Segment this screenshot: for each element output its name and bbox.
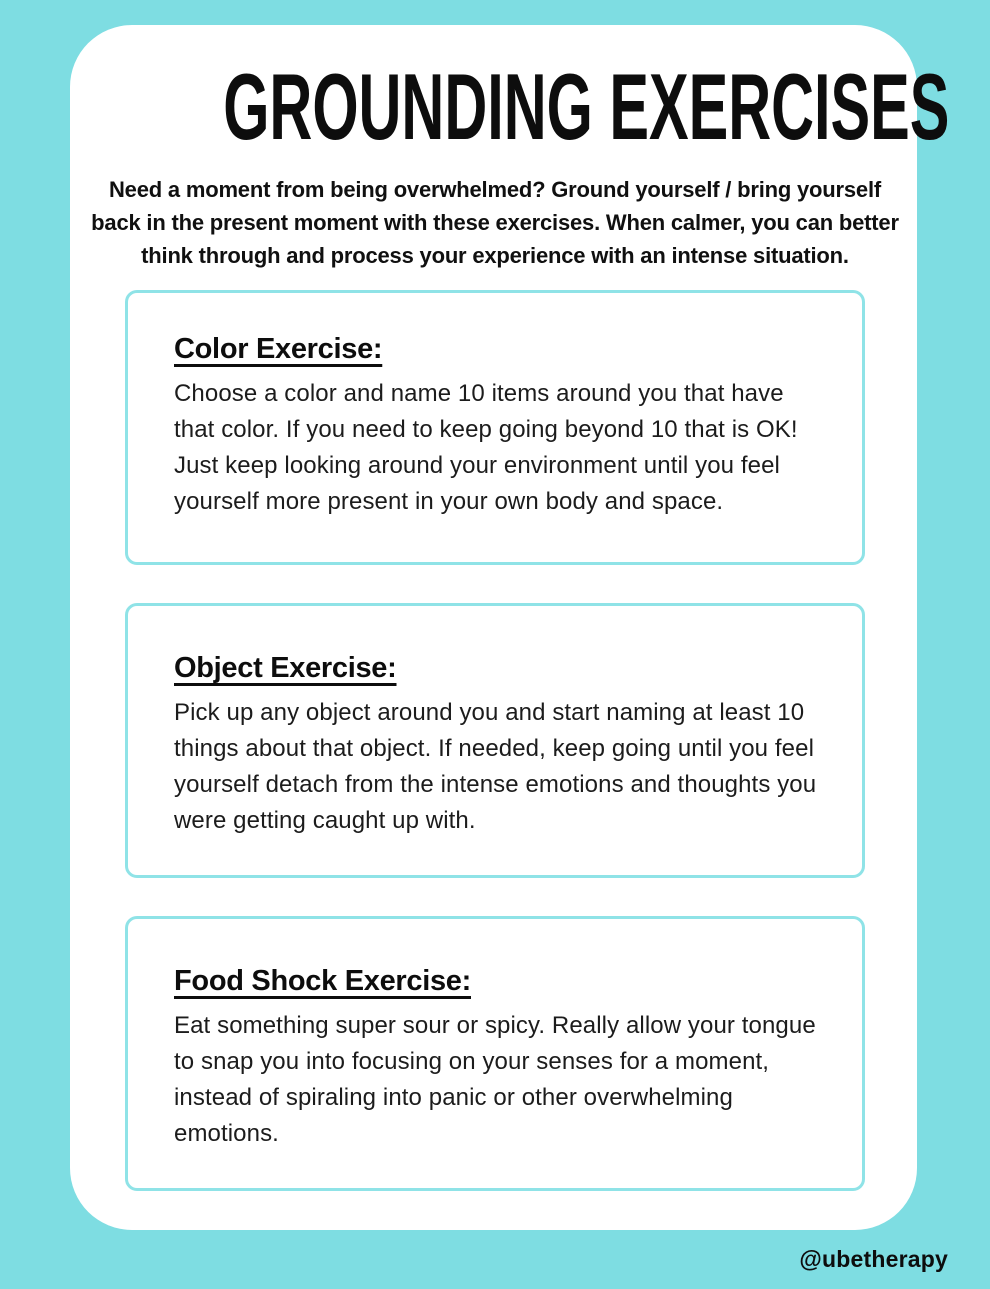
page-subtitle: Need a moment from being overwhelmed? Ground yourself / bring yourself back in the present moment with these exercises. When calmer, you can better think through and process your experience with an intense situation. — [91, 177, 899, 268]
exercise-box-list — [125, 290, 865, 1229]
exercise-box-color — [125, 290, 865, 565]
page-title: GROUNDING EXERCISES — [223, 56, 950, 160]
exercise-body-color: Choose a color and name 10 items around you that have that color. If you need to keep going beyond 10 that is OK! Just keep looking around your environment until you feel yourself more present in your own body and space. — [174, 380, 798, 515]
exercise-box-object — [125, 603, 865, 878]
exercise-body-object: Pick up any object around you and start naming at least 10 things about that object. If needed, keep going until you feel yourself detach from the intense emotions and thoughts you were getting caught up with. — [174, 699, 817, 834]
exercise-body-food-shock: Eat something super sour or spicy. Really allow your tongue to snap you into focusing on your senses for a moment, instead of spiraling into panic or other overwhelming emotions. — [174, 1012, 816, 1147]
content-card — [70, 25, 950, 1230]
exercise-box-food-shock — [125, 916, 865, 1191]
exercise-heading-food-shock: Food Shock Exercise: — [174, 965, 471, 997]
exercise-heading-color: Color Exercise: — [174, 333, 383, 365]
footer-handle: @ubetherapy — [799, 1246, 948, 1272]
exercise-heading-object: Object Exercise: — [174, 652, 397, 684]
